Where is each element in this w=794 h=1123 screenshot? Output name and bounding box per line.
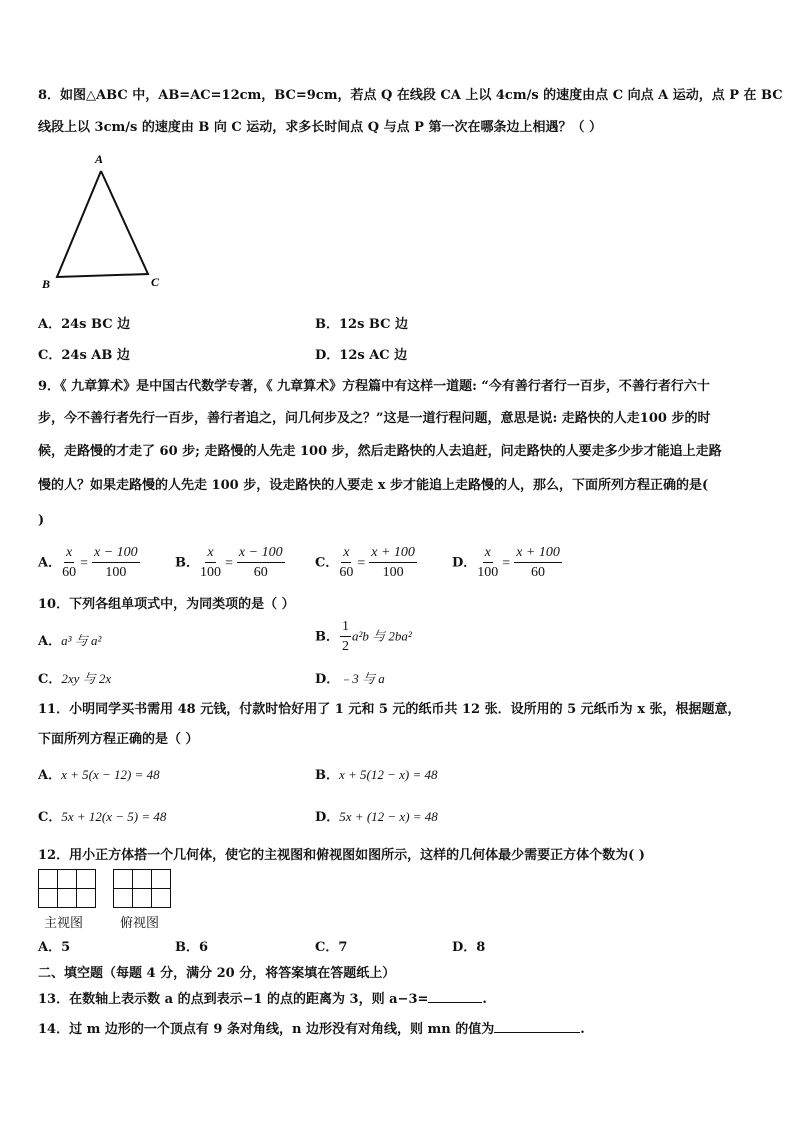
q12-option-d[interactable]: D．8 xyxy=(452,940,486,955)
q10-option-c-text: 2xy 与 2x xyxy=(61,671,112,686)
fraction: $\frac{x}{60}$ xyxy=(339,545,354,580)
q11-option-c[interactable] xyxy=(38,806,166,825)
vertex-label-c: C xyxy=(151,275,160,289)
triangle-abc-figure xyxy=(38,150,168,292)
q12-option-a[interactable]: A．5 xyxy=(38,940,71,955)
q12-stem: 12．用小正方体搭一个几何体，使它的主视图和俯视图如图所示，这样的几何体最少需要正方体个数为( ) xyxy=(38,848,645,863)
q12-option-b[interactable]: B．6 xyxy=(175,940,209,955)
vertex-label-a: A xyxy=(95,152,104,166)
q13-text: 13．在数轴上表示数 a 的点到表示−1 的点的距离为 3，则 a−3= xyxy=(38,992,429,1007)
q9-option-a-label: A． xyxy=(38,555,62,571)
q9-option-c[interactable]: C． $\frac{x}{60}$ = $\frac{x + 100}{100}$ xyxy=(315,545,415,580)
q8-stem-line1: 8．如图△ABC 中，AB=AC=12cm，BC=9cm，若点 Q 在线段 CA 上以 4cm/s 的速度由点 C 向点 A 运动，点 P 在 BC xyxy=(38,88,783,103)
fraction: $\frac{x + 100}{100}$ xyxy=(371,545,415,580)
q9-stem-line1: 9．《 九章算术》是中国古代数学专著，《 九章算术》方程篇中有这样一道题: “今有善行者行一百步，不善行者行六十 xyxy=(38,379,710,394)
q9-option-c-label: C． xyxy=(315,555,339,571)
q9-option-d-label: D． xyxy=(452,555,477,571)
q14-text: 14．过 m 边形的一个顶点有 9 条对角线，n 边形没有对角线，则 mn 的值为 xyxy=(38,1022,495,1037)
front-view-figure xyxy=(38,869,96,908)
q10-option-b[interactable] xyxy=(315,620,412,654)
q8-option-b[interactable]: B．12s BC 边 xyxy=(315,317,409,332)
q13-answer-blank[interactable] xyxy=(428,1002,482,1003)
q11-option-b[interactable] xyxy=(315,764,438,783)
q11-option-c-label: C． xyxy=(38,810,62,825)
q8-option-a[interactable]: A．24s BC 边 xyxy=(38,317,131,332)
q14-answer-blank[interactable] xyxy=(494,1032,580,1033)
q8-option-c[interactable]: C．24s AB 边 xyxy=(38,348,130,363)
fraction: $\frac{x + 100}{60}$ xyxy=(516,545,560,580)
q14-end: . xyxy=(580,1022,585,1037)
vertex-label-b: B xyxy=(42,277,51,291)
q10-option-c[interactable] xyxy=(38,668,111,687)
top-view-figure xyxy=(113,869,171,908)
q11-option-b-text: x + 5(12 − x) = 48 xyxy=(339,767,438,782)
fraction: $\frac{x}{100}$ xyxy=(200,545,221,580)
q9-stem-line2: 步，今不善行者先行一百步，善行者追之，问几何步及之？”这是一道行程问题，意思是说: 走路快的人走100 步的时 xyxy=(38,411,711,426)
front-view-caption: 主视图 xyxy=(44,916,84,931)
q10-option-c-label: C． xyxy=(38,672,62,687)
q13 xyxy=(38,988,487,1007)
q9-stem-line5: ) xyxy=(38,513,45,528)
q9-stem-line4: 慢的人？如果走路慢的人先走 100 步，设走路快的人要走 x 步才能追上走路慢的人，那么，下面所列方程正确的是( xyxy=(38,478,709,493)
q9-option-b[interactable]: B． $\frac{x}{100}$ = $\frac{x - 100}{60}$ xyxy=(175,545,283,580)
q11-option-d-label: D． xyxy=(315,810,340,825)
section-heading: 二、填空题（每题 4 分，满分 20 分，将答案填在答题纸上） xyxy=(38,966,396,981)
q11-option-a-label: A． xyxy=(38,768,62,783)
q11-option-b-label: B． xyxy=(315,768,339,783)
q13-end: . xyxy=(482,992,487,1007)
q11-stem-line2: 下面所列方程正确的是（ ） xyxy=(38,732,199,747)
q11-option-d-text: 5x + (12 − x) = 48 xyxy=(339,809,438,824)
fraction: $\frac{x}{60}$ xyxy=(62,545,77,580)
q10-option-d-label: D． xyxy=(315,672,340,687)
q10-option-b-label: B． xyxy=(315,629,339,645)
fraction: $\frac{x - 100}{60}$ xyxy=(238,545,283,580)
fraction: $\frac{x}{100}$ xyxy=(477,545,499,580)
q11-option-a-text: x + 5(x − 12) = 48 xyxy=(61,767,160,782)
q10-option-a-label: A． xyxy=(38,634,62,649)
q12-option-c[interactable]: C．7 xyxy=(315,940,348,955)
top-view-caption: 俯视图 xyxy=(120,916,160,931)
q10-option-d[interactable] xyxy=(315,668,385,687)
triangle-outline xyxy=(57,171,148,277)
q10-option-b-text: a²b 与 2ba² xyxy=(352,628,412,644)
q11-option-c-text: 5x + 12(x − 5) = 48 xyxy=(61,809,167,824)
fraction: $\frac{x - 100}{100}$ xyxy=(94,545,138,580)
q10-option-a-text: a³ 与 a² xyxy=(61,633,102,648)
q10-stem: 10．下列各组单项式中，为同类项的是（ ） xyxy=(38,597,295,612)
q11-stem-line1: 11．小明同学买书需用 48 元钱，付款时恰好用了 1 元和 5 元的纸币共 12 张．设所用的 5 元纸币为 x 张，根据题意， xyxy=(38,702,741,717)
q9-option-a[interactable]: A． $\frac{x}{60}$ = $\frac{x - 100}{100}$ xyxy=(38,545,138,580)
q9-option-d[interactable]: D． $\frac{x}{100}$ = $\frac{x + 100}{60}$ xyxy=(452,545,560,580)
q10-option-a[interactable] xyxy=(38,630,101,649)
q9-option-b-label: B． xyxy=(175,555,199,571)
q11-option-a[interactable] xyxy=(38,764,160,783)
q8-option-d[interactable]: D．12s AC 边 xyxy=(315,348,408,363)
q14 xyxy=(38,1018,585,1037)
q8-stem-line2: 线段上以 3cm/s 的速度由 B 向 C 运动，求多长时间点 Q 与点 P 第一次在哪条边上相遇？（ ） xyxy=(38,120,603,135)
fraction: $\frac{1}{2}$ xyxy=(342,619,349,654)
q9-stem-line3: 候，走路慢的才走了 60 步; 走路慢的人先走 100 步，然后走路快的人去追赶，问走路快的人要走多少步才能追上走路 xyxy=(38,444,722,459)
q11-option-d[interactable] xyxy=(315,806,438,825)
q10-option-d-text: ﹣3 与 a xyxy=(339,671,385,686)
